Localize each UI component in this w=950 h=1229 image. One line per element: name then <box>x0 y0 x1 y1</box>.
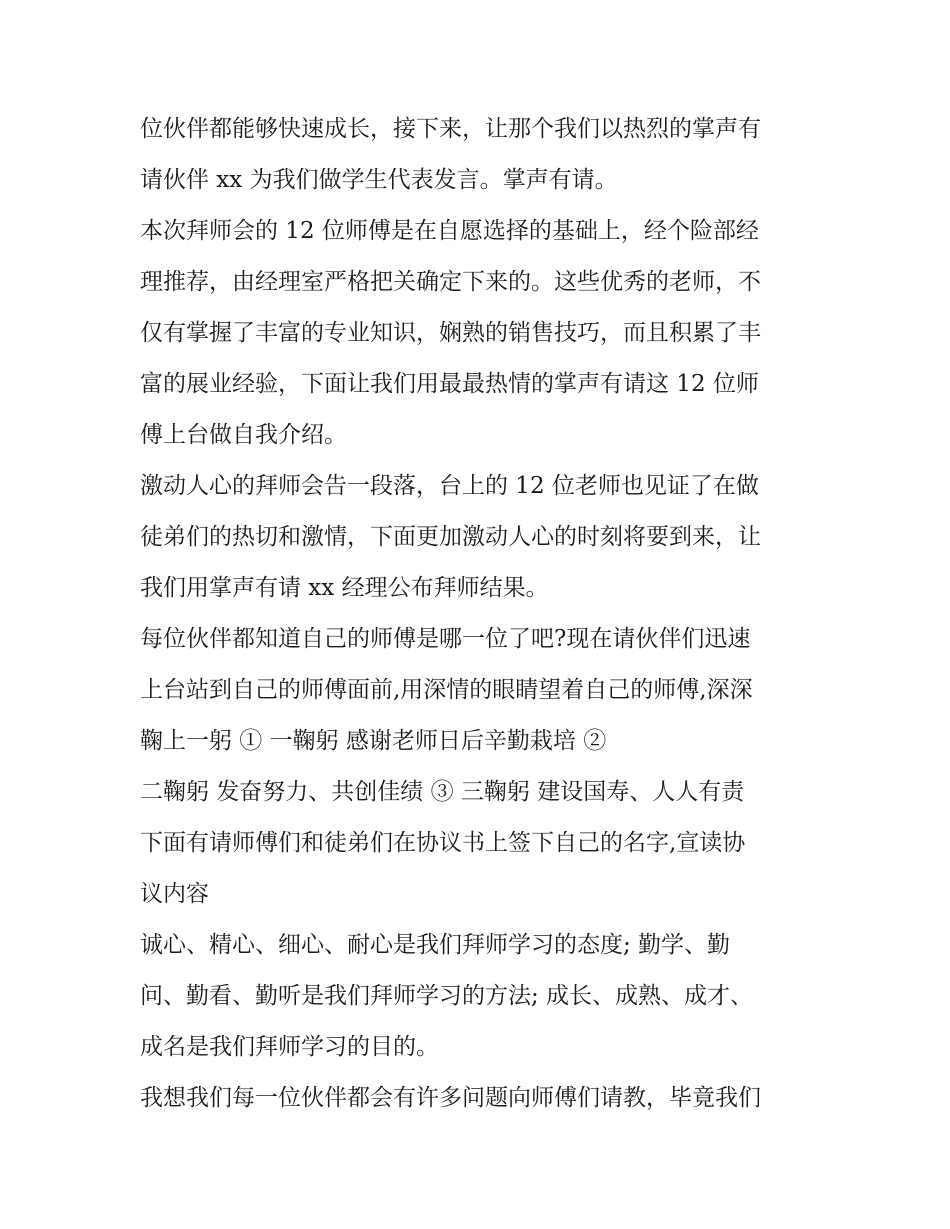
text-line-20: 我想我们每一位伙伴都会有许多问题向师傅们请教，毕竟我们 <box>140 1085 761 1111</box>
text-line-15: 下面有请师傅们和徒弟们在协议书上签下自己的名字,宣读协 <box>140 830 746 856</box>
text-line-3: 本次拜师会的 12 位师傅是在自愿选择的基础上，经个险部经 <box>140 218 759 244</box>
text-line-19: 成名是我们拜师学习的目的。 <box>140 1034 439 1060</box>
text-line-9: 徒弟们的热切和激情，下面更加激动人心的时刻将要到来，让 <box>140 524 761 550</box>
text-line-10: 我们用掌声有请 xx 经理公布拜师结果。 <box>140 575 549 601</box>
text-line-8: 激动人心的拜师会告一段落，台上的 12 位老师也见证了在做 <box>140 473 759 499</box>
text-line-2: 请伙伴 xx 为我们做学生代表发言。掌声有请。 <box>140 167 618 193</box>
text-line-6: 富的展业经验，下面让我们用最最热情的掌声有请这 12 位师 <box>140 371 759 397</box>
text-line-14: 二鞠躬 发奋努力、共创佳绩 ③ 三鞠躬 建设国寿、人人有责 <box>140 779 745 805</box>
text-line-5: 仅有掌握了丰富的专业知识，娴熟的销售技巧，而且积累了丰 <box>140 320 761 346</box>
text-line-11: 每位伙伴都知道自己的师傅是哪一位了吧?现在请伙伴们迅速 <box>140 626 751 652</box>
text-line-1: 位伙伴都能够快速成长，接下来，让那个我们以热烈的掌声有 <box>140 116 761 142</box>
text-line-4: 理推荐，由经理室严格把关确定下来的。这些优秀的老师，不 <box>140 269 761 295</box>
text-line-13: 鞠上一躬 ① 一鞠躬 感谢老师日后辛勤栽培 ② <box>140 728 607 754</box>
text-line-17: 诚心、精心、细心、耐心是我们拜师学习的态度; 勤学、勤 <box>140 932 731 958</box>
text-line-12: 上台站到自己的师傅面前,用深情的眼睛望着自己的师傅,深深 <box>140 677 753 703</box>
body-text <box>140 104 830 1124</box>
text-line-16: 议内容 <box>140 881 209 907</box>
text-line-7: 傅上台做自我介绍。 <box>140 422 347 448</box>
text-line-18: 问、勤看、勤听是我们拜师学习的方法; 成长、成熟、成才、 <box>140 983 754 1009</box>
